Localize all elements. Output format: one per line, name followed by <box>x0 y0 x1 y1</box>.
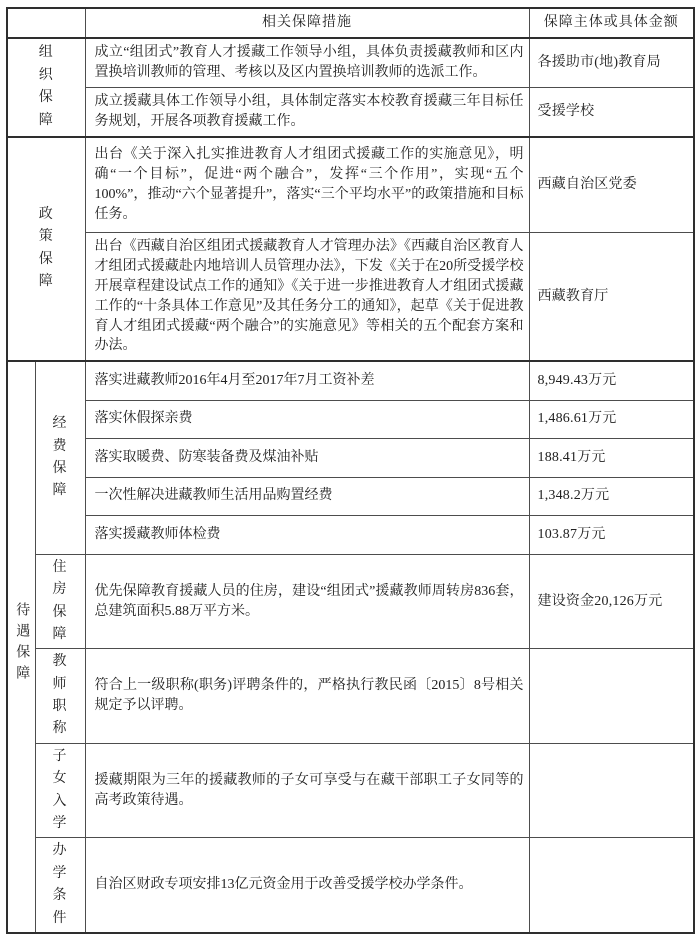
amount-cell <box>529 838 694 933</box>
table-row <box>7 38 694 87</box>
subgroup-label-children-schooling: 子女入学 <box>35 743 85 838</box>
table-row <box>7 649 694 744</box>
amount-cell: 1,348.2万元 <box>529 477 694 515</box>
amount-cell: 建设资金20,126万元 <box>529 554 694 649</box>
subject-cell: 西藏教育厅 <box>529 233 694 362</box>
measure-cell: 落实援藏教师体检费 <box>85 515 529 554</box>
amount-cell <box>529 743 694 838</box>
table-row <box>7 515 694 554</box>
measure-cell: 落实取暖费、防寒装备费及煤油补贴 <box>85 438 529 477</box>
measure-cell: 出台《关于深入扎实推进教育人才组团式援藏工作的实施意见》，明确“一个目标”，促进“两个融合”，发挥“三个作用”，实现“五个100%”，推动“六个显著提升”，落实“三个平均水平”的政策措施和目标任务。 <box>85 137 529 233</box>
measure-cell: 成立“组团式”教育人才援藏工作领导小组，具体负责援藏教师和区内置换培训教师的管理、考核以及区内置换培训教师的选派工作。 <box>85 38 529 87</box>
table-row <box>7 361 694 400</box>
measure-cell: 成立援藏具体工作领导小组，具体制定落实本校教育援藏三年目标任务规划，开展各项教育援藏工作。 <box>85 87 529 136</box>
subgroup-label-housing: 住房保障 <box>35 554 85 649</box>
amount-cell: 103.87万元 <box>529 515 694 554</box>
subgroup-label-funding: 经费保障 <box>35 361 85 554</box>
header-measures-label: 相关保障措施 <box>85 8 529 38</box>
table-row <box>7 554 694 649</box>
table-row <box>7 400 694 438</box>
measure-cell: 优先保障教育援藏人员的住房，建设“组团式”援藏教师周转房836套，总建筑面积5.88万平方米。 <box>85 554 529 649</box>
measure-cell: 出台《西藏自治区组团式援藏教育人才管理办法》《西藏自治区教育人才组团式援藏赴内地培训人员管理办法》，下发《关于在20所受援学校开展章程建设试点工作的通知》《关于进一步推进教育人才组团式援藏工作的“十条具体工作意见”及其任务分工的通知》，起草《关于促进教育人才组团式援藏“两个融合”的实施意见》等相关的五个配套方案和办法。 <box>85 233 529 362</box>
header-subject-label: 保障主体或具体金额 <box>529 8 694 38</box>
measure-cell: 自治区财政专项安排13亿元资金用于改善受援学校办学条件。 <box>85 838 529 933</box>
measure-cell: 落实进藏教师2016年4月至2017年7月工资补差 <box>85 361 529 400</box>
measure-cell: 符合上一级职称(职务)评聘条件的，严格执行教民函〔2015〕8号相关规定予以评聘。 <box>85 649 529 744</box>
header-empty-cell <box>7 8 85 38</box>
subject-cell: 各援助市(地)教育局 <box>529 38 694 87</box>
amount-cell: 1,486.61万元 <box>529 400 694 438</box>
amount-cell <box>529 649 694 744</box>
header-row <box>7 8 694 38</box>
subgroup-label-teacher-title: 教师职称 <box>35 649 85 744</box>
table-row <box>7 438 694 477</box>
table-row <box>7 87 694 136</box>
safeguard-measures-table <box>6 7 695 934</box>
measure-cell: 一次性解决进藏教师生活用品购置经费 <box>85 477 529 515</box>
table-row <box>7 477 694 515</box>
table-row <box>7 838 694 933</box>
group-label-organization: 组织保障 <box>7 38 85 137</box>
subgroup-label-school-conditions: 办学条件 <box>35 838 85 933</box>
table-row <box>7 233 694 362</box>
amount-cell: 8,949.43万元 <box>529 361 694 400</box>
measure-cell: 援藏期限为三年的援藏教师的子女可享受与在藏干部职工子女同等的高考政策待遇。 <box>85 743 529 838</box>
table-row <box>7 743 694 838</box>
subject-cell: 西藏自治区党委 <box>529 137 694 233</box>
table-row <box>7 137 694 233</box>
group-label-policy: 政策保障 <box>7 137 85 362</box>
measure-cell: 落实休假探亲费 <box>85 400 529 438</box>
subject-cell: 受援学校 <box>529 87 694 136</box>
amount-cell: 188.41万元 <box>529 438 694 477</box>
group-label-treatment: 待遇保障 <box>7 361 35 933</box>
